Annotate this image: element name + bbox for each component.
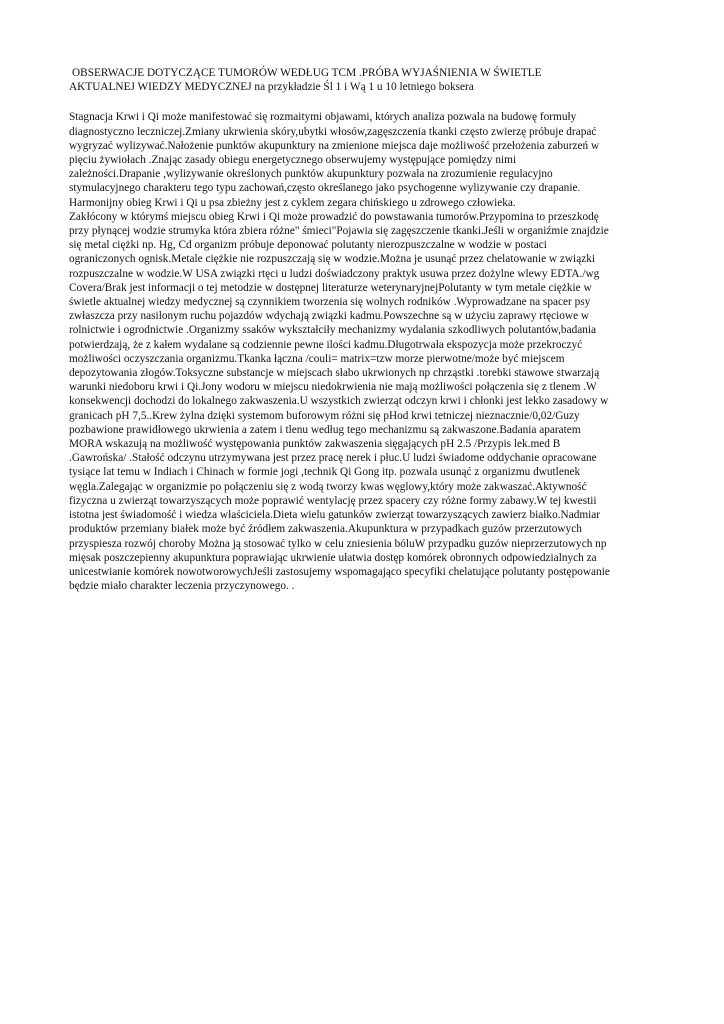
body-line: możliwości oczyszczania organizmu.Tkanka łączna /couli= matrix=tzw morze pierwotne/może być miejscem [69, 352, 565, 365]
body-line: unicestwianie komórek nowotworowychJeśli zastosujemy wspomagająco specyfiki chelatujące polutanty postępowanie [69, 565, 610, 578]
body-line: diagnostyczno leczniczej.Zmiany ukrwienia skóry,ubytki włosów,zagęszczenia tkanki często zwierzę próbuje drapać [69, 125, 597, 138]
body-line: .Gawrońska/ .Stałość odczynu utrzymywana jest przez pracę nerek i płuc.U ludzi świadome oddychanie opracowane [69, 452, 597, 465]
body-line: pozbawione prawidłowego ukrwienia a zatem i tlenu według tego mechanizmu są zakwaszone.Badania aparatem [69, 423, 581, 436]
body-line: tysiące lat temu w Indiach i Chinach w formie jogi ,technik Qi Gong itp. pozwala usunąć z organizmu dwutlenek [69, 466, 581, 479]
body-line: przy płynącej wodzie strumyka która zbiera różne" śmieci"Pojawia się zagęszczenie tkanki.Jeśli w organiźmie znajdzie [69, 225, 609, 238]
body-line: wygryzać wylizywać.Nałożenie punktów akupunktury na zmienione miejsca daje możliwość przełożenia zaburzeń w [69, 139, 600, 152]
body-line: rolnictwie i ogrodnictwie .Organizmy ssaków wykształciły mechanizmy wydalania szkodliwych polutantów,badania [69, 324, 597, 337]
body-line: depozytowania złogów.Toksyczne substancje w miejscach słabo ukrwionych np chrząstki .torebki stawowe stwarzają [69, 367, 600, 380]
title-line-2: AKTUALNEJ WIEDZY MEDYCZNEJ na przykładzie Śl 1 i Wą 1 u 10 letniego boksera [69, 81, 474, 94]
body-line: potwierdzają, że z kałem wydalane są codziennie pewne ilości kadmu.Długotrwała ekspozycja może przekroczyć [69, 338, 583, 351]
body-line: Zakłócony w którymś miejscu obieg Krwi i Qi może prowadzić do powstawania tumorów.Przypomina to przeszkodę [69, 210, 599, 223]
document-content [69, 66, 657, 593]
body-line: Stagnacja Krwi i Qi może manifestować się rozmaitymi objawami, których analiza pozwala na budowę formuły [69, 111, 577, 124]
body-line: zwłaszcza przy nasilonym ruchu pojazdów wdychają związki kadmu.Powszechne są w użyciu zaprawy rtęciowe w [69, 310, 590, 323]
body-line: będzie miało charakter leczenia przyczynowego. . [69, 580, 295, 593]
body-line: warunki niedoboru krwi i Qi.Jony wodoru w miejscu niedokrwienia nie mają możliwości połączenia się z tlenem .W [69, 381, 597, 394]
body-line: rozpuszczalne w wodzie.W USA związki rtęci u ludzi doświadczony praktyk usuwa przez dożylne wlewy EDTA./wg [69, 267, 600, 280]
body-line: przyspiesza rozwój choroby Można ją stosować tylko w celu zniesienia bóluW przypadku guzów nieprzerzutowych np [69, 537, 607, 550]
body-line: istotna jest świadomość i wiedza właściciela.Dieta wielu gatunków zwierząt towarzyszących zawierz białko.Nadmiar [69, 509, 601, 522]
body-line: fizyczna u zwierząt towarzyszących może poprawić wentylację przez spacery czy różne formy zabawy.W tej kwestii [69, 494, 597, 507]
body-line: Harmonijny obieg Krwi i Qi u psa zbieżny jest z cyklem zegara chińskiego u zdrowego człowieka. [69, 196, 516, 209]
body-line: granicach pH 7,5..Krew żylna dzięki systemom buforowym różni się pHod krwi tetniczej nieznacznie/0,02/Guzy [69, 409, 580, 422]
body-line: zależności.Drapanie ,wylizywanie określonych punktów akupunktury pozwala na zrozumienie regulacyjno [69, 168, 553, 181]
body-line: stymulacyjnego charakteru tego typu zachowań,często określanego jako psychogenne wylizywanie czy drapanie. [69, 182, 581, 195]
body-line: produktów przemiany białek może być źródłem zakwaszenia.Akupunktura w przypadkach guzów przerzutowych [69, 523, 582, 536]
body-line: świetle aktualnej wiedzy medycznej są czynnikiem tworzenia się wolnych rodników .Wyprowadzane na spacer psy [69, 296, 591, 309]
body-line: mięsak poszczepienny akupunktura poprawiając ukrwienie ułatwia dostęp komórek obronnych odpowiedzialnych za [69, 551, 597, 564]
body-line: pięciu żywiołach .Znając zasady obiegu energetycznego obserwujemy występujące pomiędzy nimi [69, 154, 517, 167]
document-body [69, 110, 657, 593]
body-line: MORA wskazują na możliwość występowania punktów zakwaszenia sięgających pH 2.5 /Przypis lek.med B [69, 438, 561, 451]
body-line: węgla.Zalegając w organizmie po połączeniu się z wodą tworzy kwas węglowy,który może zakwaszać.Aktywność [69, 480, 587, 493]
body-line: ograniczonych ognisk.Metale ciężkie nie rozpuszczają się w wodzie.Można je usunąć przez chelatowanie w związki [69, 253, 596, 266]
body-line: Covera/Brak jest informacji o tej metodzie w dostępnej literaturze weterynaryjnejPolutanty w tym metale ciężkie w [69, 281, 592, 294]
title-line-1: OBSERWACJE DOTYCZĄCE TUMORÓW WEDŁUG TCM .PRÓBA WYJAŚNIENIA W ŚWIETLE [72, 67, 542, 79]
body-line: się metal ciężki np. Hg, Cd organizm próbuje deponować polutanty nierozpuszczalne w wodzie w postaci [69, 239, 547, 252]
document-title [69, 66, 657, 94]
body-line: konsekwencji dochodzi do lokalnego zakwaszenia.U wszystkich zwierząt odczyn krwi i chłonki jest lekko zasadowy w [69, 395, 609, 408]
